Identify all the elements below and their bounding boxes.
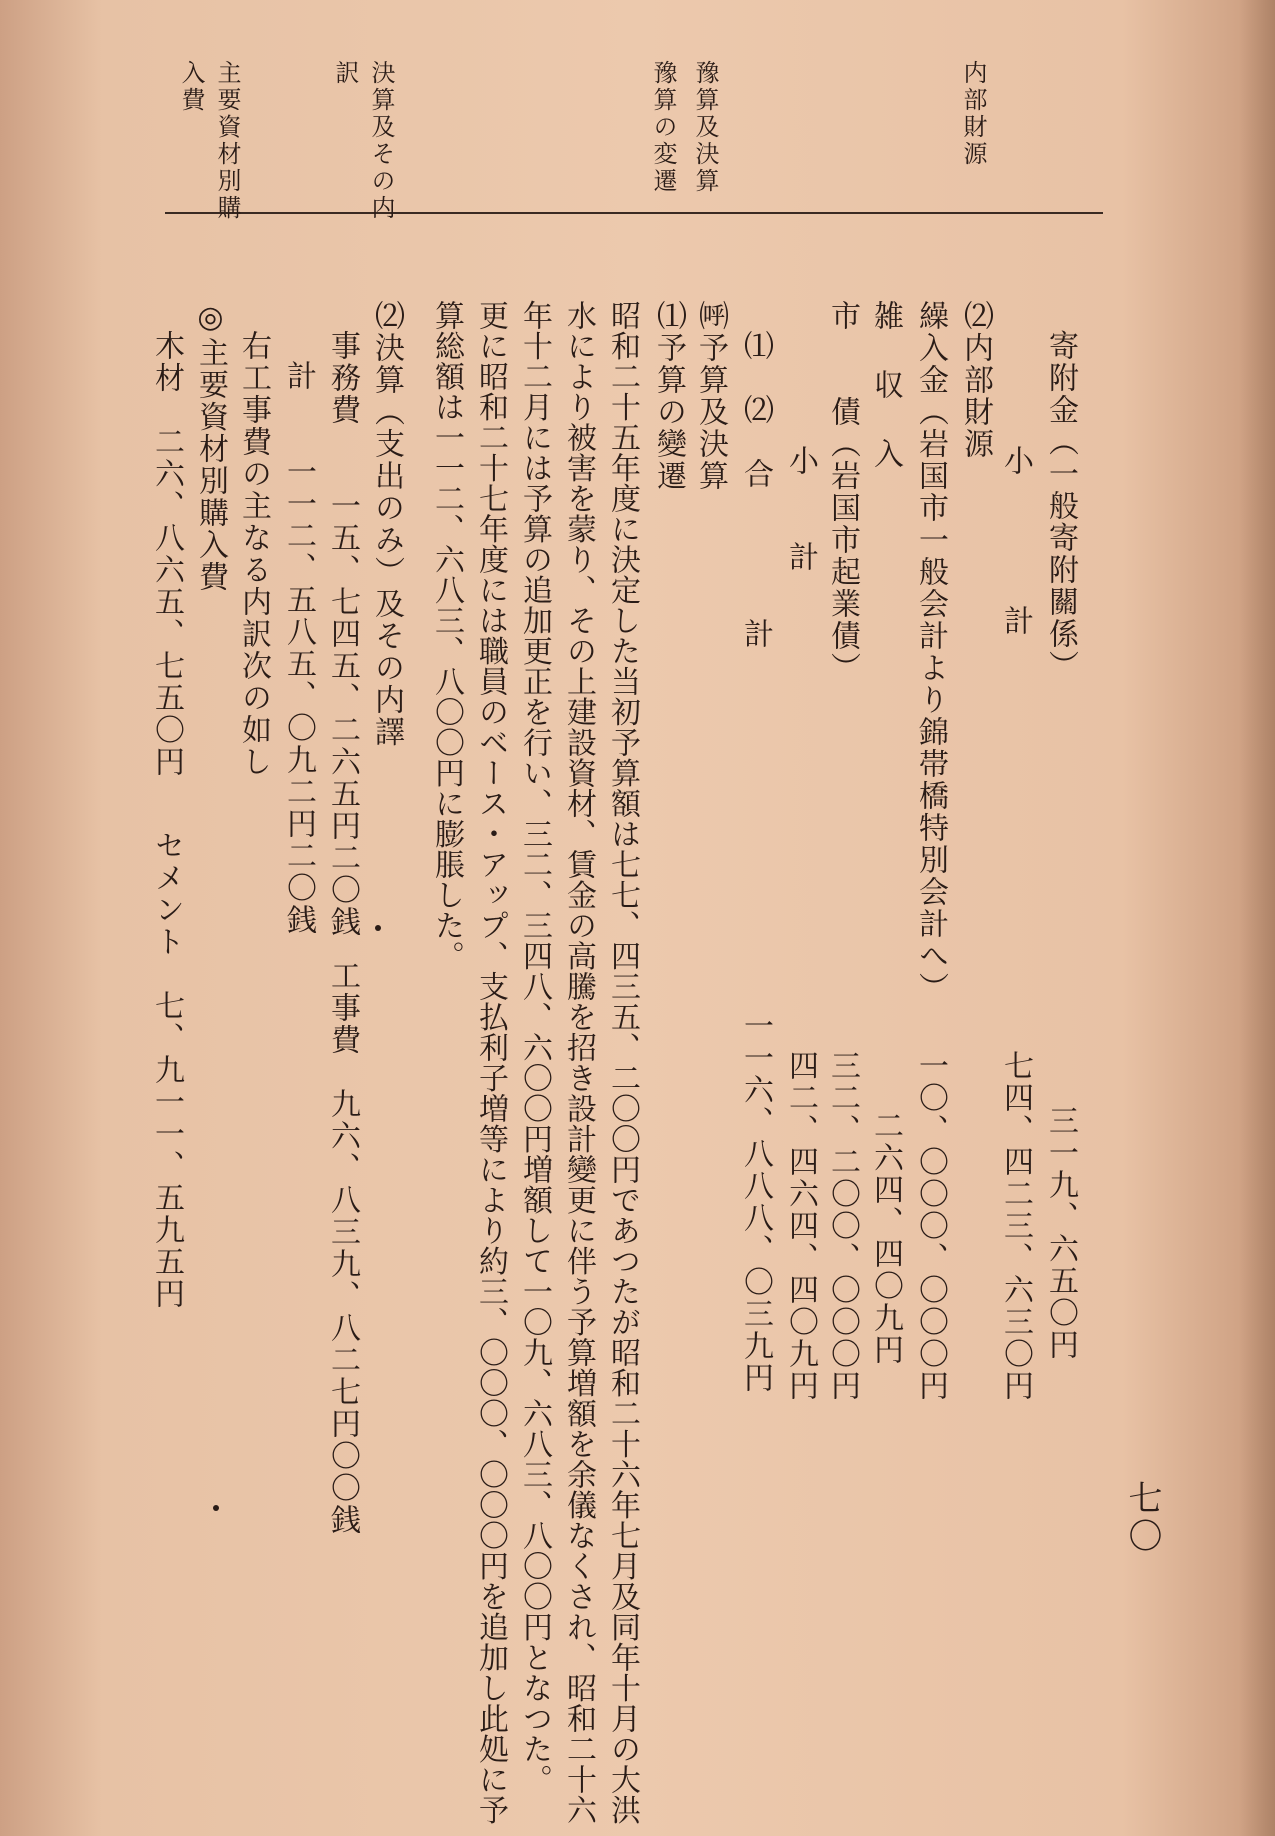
office-expenses: 事務費 一五、七四五、二六五円二〇銭 [325,330,360,938]
budget-paragraph-line3: 年十二月には予算の追加更正を行い、三二、三四八、六〇〇円増額して一〇九、六八三、八〇〇円となつた。 [517,300,552,1795]
cement-cost: セメント 七、九一一、五九五円 [149,830,184,1310]
subtotal1-amount: 七四、四二三、六三〇円 [998,1050,1033,1402]
header-rule [165,212,1103,214]
materials-heading: ◎主要資材別購入費 [193,300,228,593]
page-number: 七〇 [1122,1480,1162,1556]
total-amount: 一一六、八八八、〇三九円 [738,1010,773,1394]
transfer-amount: 一〇、〇〇〇、〇〇〇円 [913,1050,948,1402]
side-header-budget-settlement: 豫算及決算 [691,60,719,195]
budget-changes-heading: ⑴予算の變遷 [651,300,686,492]
side-header-breakdown-cont: 訳 [331,60,359,87]
settlement-heading: ⑵決算（支出のみ）及その内譯 [369,300,404,748]
budget-paragraph-line4: 更に昭和二十七年度には職員のベース・アップ、支払利子増等により約三、〇〇〇、〇〇〇円を追加し此処に予 [473,300,508,1825]
subtotal1-label: 小 計 [998,445,1033,637]
side-header-internal-funds: 内部財源 [959,60,987,168]
subtotal2-amount: 四二、四六四、四〇九円 [783,1050,818,1402]
transfer-label: 繰入金（岩国市一般会計より錦帯橋特別会計へ） [913,300,948,1004]
budget-paragraph-line1: 昭和二十五年度に決定した当初予算額は七七、四三五、二〇〇円であつたが昭和二十六年七月及同年十月の大洪 [605,300,640,1825]
donation-label: 寄附金（一般寄附關係） [1043,330,1078,682]
ink-dot [213,1505,219,1511]
construction-expenses: 工事費 九六、八三九、八二七円〇〇銭 [325,960,360,1536]
misc-income-label: 雑 収 入 [868,300,903,470]
misc-income-amount: 二六四、四〇九円 [868,1110,903,1366]
bond-label: 市 債（岩国市起業債） [825,300,860,684]
total-label: ⑴ ⑵ 合 計 [738,330,773,650]
side-header-budget-changes: 豫算の変遷 [649,60,677,195]
budget-paragraph-line5: 算総額は一一二、六八三、八〇〇円に膨脹した。 [429,300,464,971]
budget-paragraph-line2: 水により被害を蒙り、その上建設資材、賃金の高騰を招き設計變更に伴う予算増額を余儀なくされ、昭和二十六 [561,300,596,1825]
side-header-settlement-breakdown: 決算及その内 [367,60,395,222]
section-budget-settlement: ㈺予算及決算 [693,300,728,492]
materials-note: 右工事費の主なる内訳次の如し [236,330,271,778]
donation-amount: 三一九、六五〇円 [1043,1105,1078,1361]
subtotal2-label: 小 計 [783,445,818,573]
side-header-purchase: 入費 [177,60,205,114]
internal-funds-heading: ⑵内部財源 [958,300,993,460]
side-header-materials: 主要資材別購 [213,60,241,222]
ink-dot [375,925,381,931]
timber-cost: 木材 二六、八六五、七五〇円 [149,330,184,778]
settlement-total: 計 一一二、五八五、〇九二円二〇銭 [281,360,316,936]
bond-amount: 三二、二〇〇、〇〇〇円 [825,1050,860,1402]
